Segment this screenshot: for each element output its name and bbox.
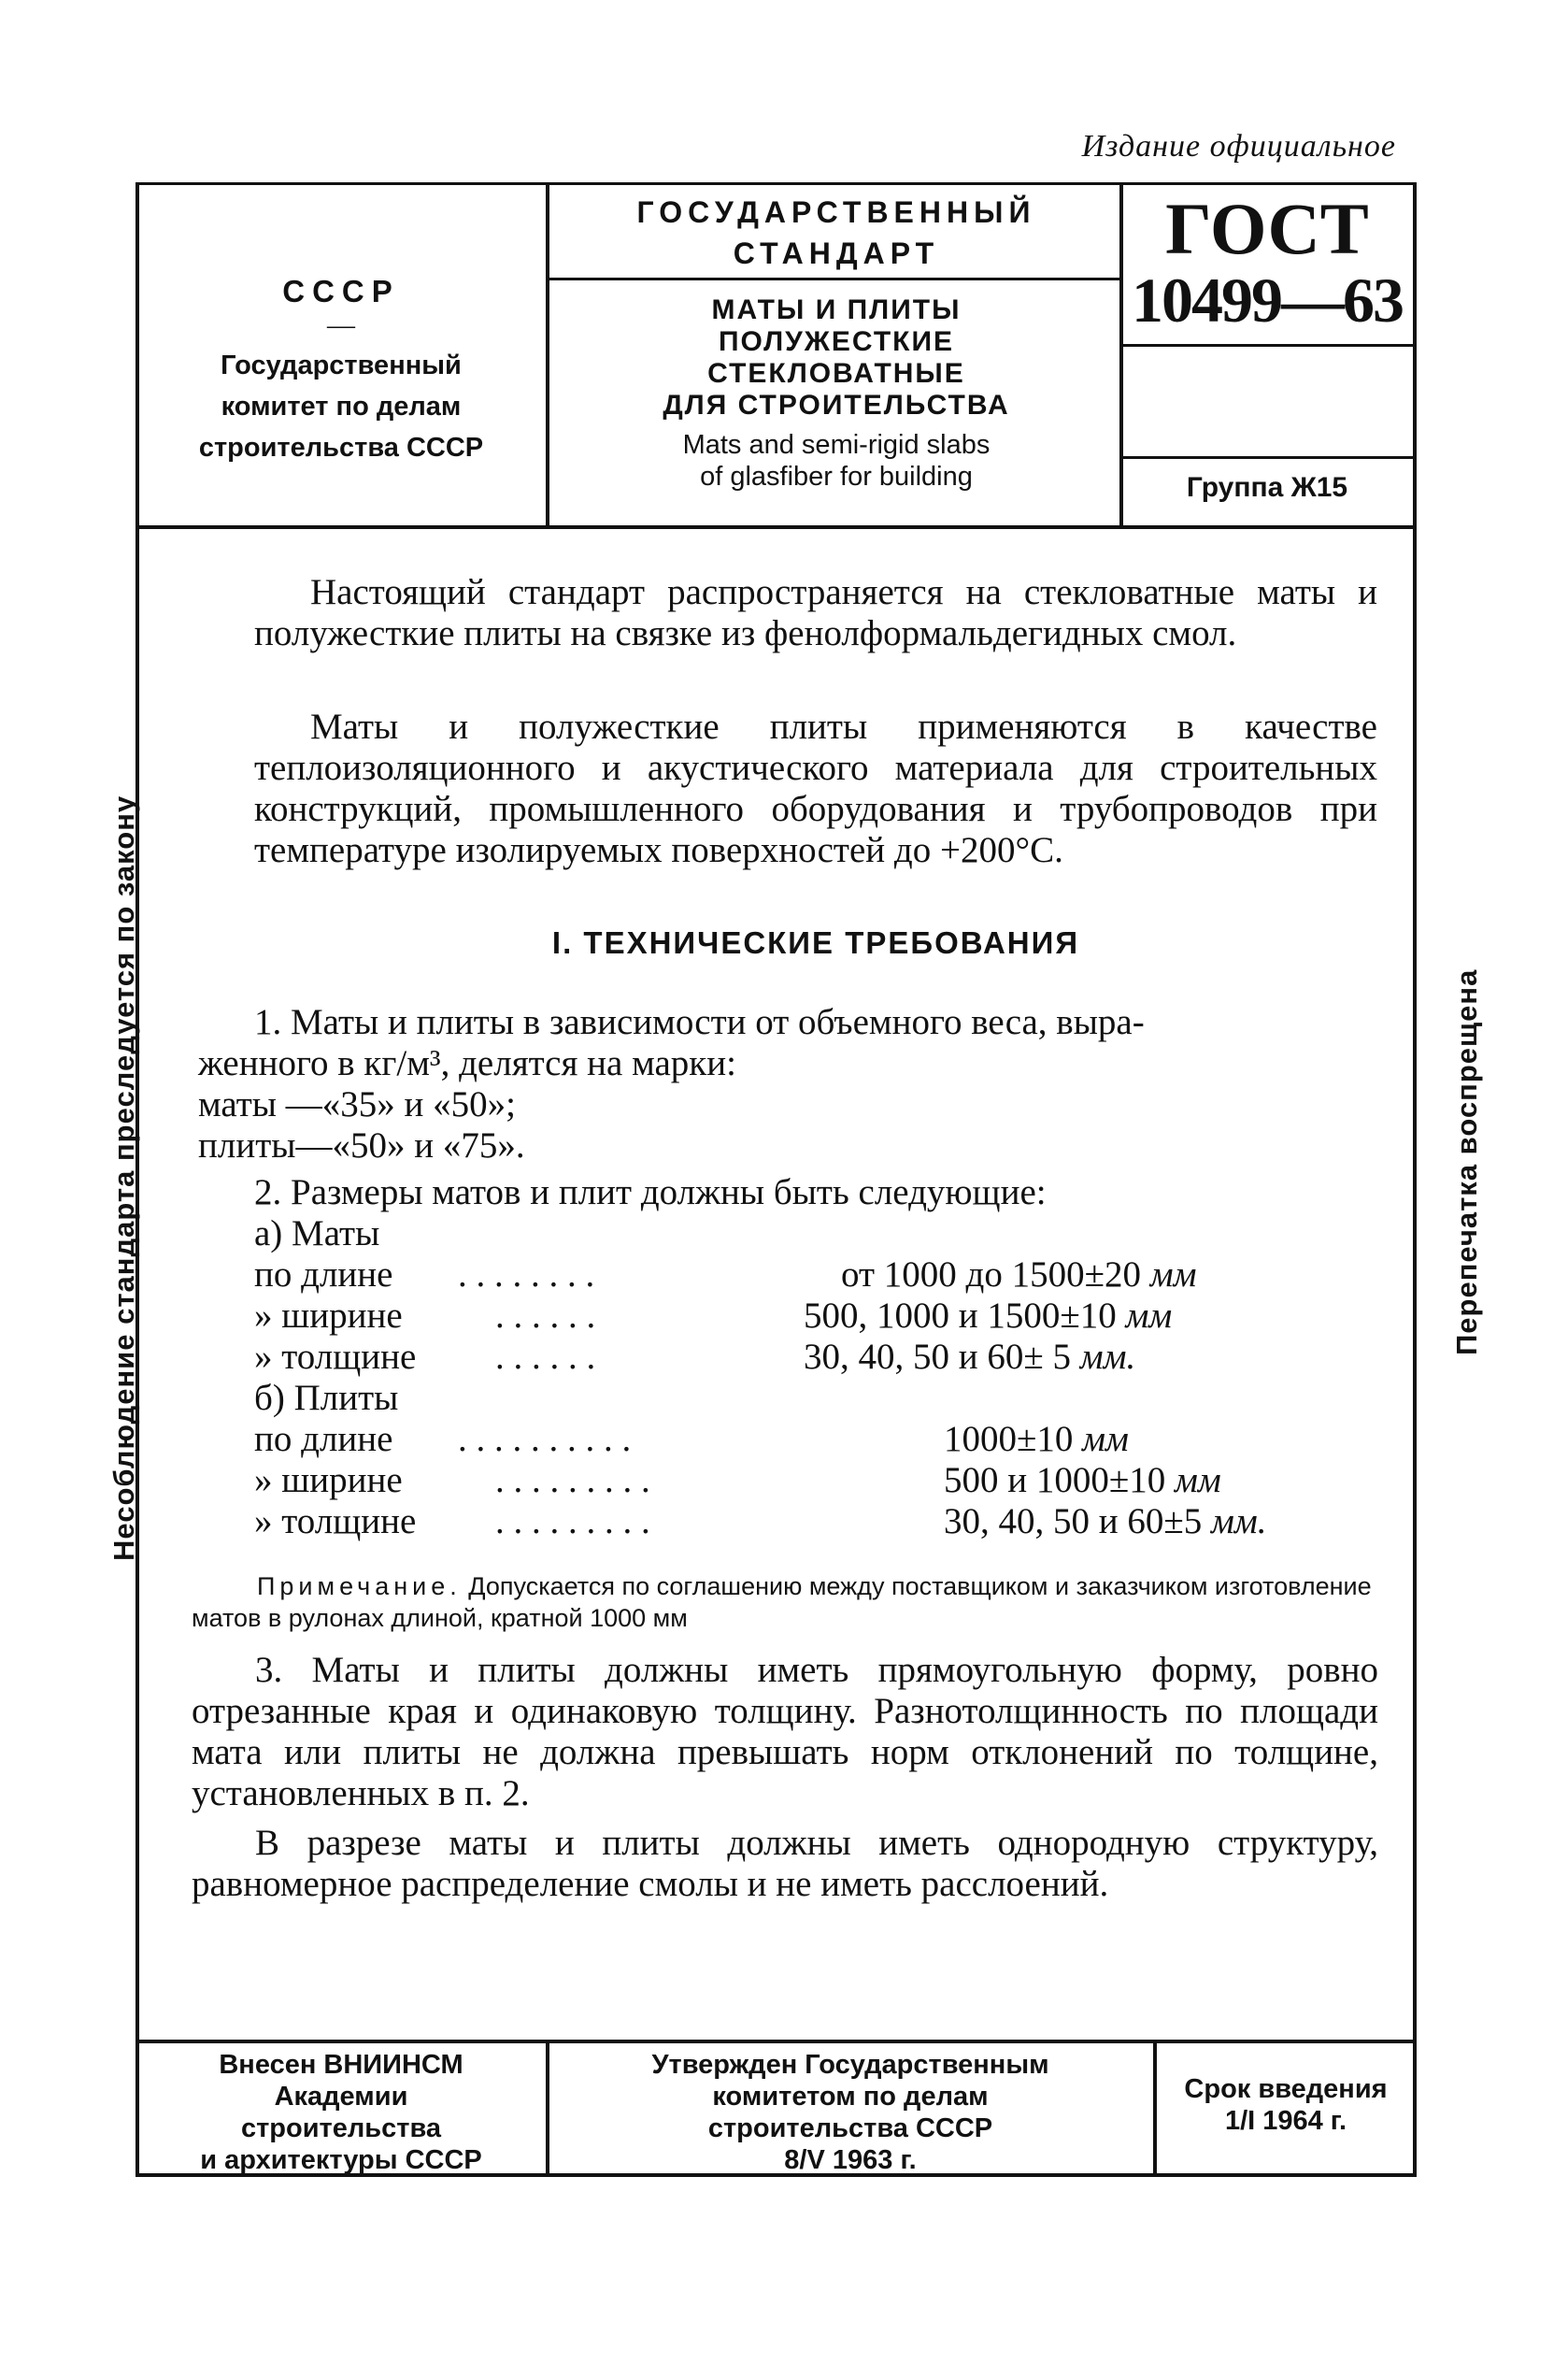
slabs-thickness-label: » толщине <box>254 1501 417 1541</box>
mats-width-label: » ширине <box>254 1296 403 1336</box>
frame-right <box>1413 182 1417 2173</box>
ussr-label: СССР <box>282 274 400 308</box>
paragraph-application: Маты и полужесткие плиты применяются в качестве теплоизоляционного и акустического материала для строительных конструкций, промышленного оборудования и трубопроводов при температуре изолируемых поверхностей до +200°C. <box>254 707 1377 870</box>
header-dash: — <box>327 309 355 340</box>
slabs-width-label: » ширине <box>254 1460 403 1500</box>
slabs-thickness-dots: . . . . . . . . . <box>495 1501 650 1541</box>
slabs-label: б) Плиты <box>254 1378 399 1418</box>
mats-width-value: 500, 1000 и 1500±10 мм <box>804 1296 1173 1336</box>
slabs-thickness-value: 30, 40, 50 и 60±5 мм. <box>944 1501 1267 1541</box>
header-right-rule-2 <box>1121 456 1415 459</box>
footer-introduced: Внесен ВНИИНСМ Академии строительства и архитектуры СССР <box>200 2050 482 2175</box>
footer-top-rule <box>135 2040 1417 2043</box>
header-left-cell <box>140 192 542 523</box>
mats-thickness-dots: . . . . . . <box>495 1337 596 1377</box>
slabs-width-value: 500 и 1000±10 мм <box>944 1460 1221 1500</box>
footer-divider-2 <box>1153 2041 1157 2174</box>
item-1: 1. Маты и плиты в зависимости от объемного веса, выра- женного в кг/м³, делятся на марки: маты —«35» и «50»; плиты—«50» и «75». <box>198 1002 1145 1166</box>
edition-label: Издание официальное <box>1081 129 1396 164</box>
slabs-length-value: 1000±10 мм <box>944 1419 1129 1459</box>
item-2-intro: 2. Размеры матов и плит должны быть следующие: <box>254 1172 1047 1212</box>
section-title: I. ТЕХНИЧЕСКИЕ ТРЕБОВАНИЯ <box>551 925 1080 960</box>
note-label: Примечание. <box>257 1572 462 1600</box>
note <box>192 1570 1388 1634</box>
frame-top <box>135 182 1417 185</box>
footer-divider-1 <box>546 2041 549 2174</box>
slabs-length-dots: . . . . . . . . . . <box>458 1419 632 1459</box>
slabs-length-label: по длине <box>254 1419 393 1459</box>
footer-approved: Утвержден Государственным комитетом по делам строительства СССР 8/V 1963 г. <box>651 2050 1049 2175</box>
paragraph-scope: Настоящий стандарт распространяется на стекловатные маты и полужесткие плиты на связке из фенолформальдегидных смол. <box>254 572 1377 653</box>
standard-title <box>551 294 1121 528</box>
mats-length-value: от 1000 до 1500±20 мм <box>841 1254 1197 1295</box>
mats-thickness-label: » толщине <box>254 1337 417 1377</box>
gost-id <box>1121 188 1413 336</box>
header-right-rule-1 <box>1121 344 1415 347</box>
footer-effective: Срок введения 1/I 1964 г. <box>1184 2074 1388 2136</box>
mats-length-label: по длине <box>254 1254 393 1295</box>
mats-length-dots: . . . . . . . . <box>458 1254 595 1295</box>
side-law-notice: Несоблюдение стандарта преследуется по закону <box>107 795 140 1561</box>
group-label: Группа Ж15 <box>1186 472 1348 503</box>
mats-thickness-value: 30, 40, 50 и 60± 5 мм. <box>804 1337 1136 1377</box>
gost-number: 10499—63 <box>1132 265 1403 336</box>
gost-word: ГОСТ <box>1165 188 1369 269</box>
side-reprint-notice: Перепечатка воспрещена <box>1450 968 1483 1355</box>
title-ru: МАТЫ И ПЛИТЫ ПОЛУЖЕСТКИЕ СТЕКЛОВАТНЫЕ ДЛЯ СТРОИТЕЛЬСТВА <box>663 294 1010 421</box>
slabs-width-dots: . . . . . . . . . <box>495 1460 650 1500</box>
mats-width-dots: . . . . . . <box>495 1296 596 1336</box>
item-3-structure: В разрезе маты и плиты должны иметь однородную структуру, равномерное распределение смолы и не иметь расслоений. <box>192 1823 1378 1904</box>
mats-label: а) Маты <box>254 1213 380 1253</box>
header-divider-1 <box>546 182 549 528</box>
state-standard-label: ГОСУДАРСТВЕННЫЙ СТАНДАРТ <box>636 195 1036 270</box>
item-3: 3. Маты и плиты должны иметь прямоугольную форму, ровно отрезанные края и одинаковую толщину. Разнотолщинность по площади мата или плиты не должна превышать норм отклонений по толщине, установленных в п. 2. <box>192 1650 1378 1813</box>
committee-label: Государственный комитет по делам строительства СССР <box>198 351 484 463</box>
title-en: Mats and semi-rigid slabs of glasfiber for building <box>682 430 991 492</box>
note-text: Допускается по соглашению между поставщиком и заказчиком изготовление матов в рулонах длиной, кратной 1000 мм <box>192 1572 1372 1632</box>
